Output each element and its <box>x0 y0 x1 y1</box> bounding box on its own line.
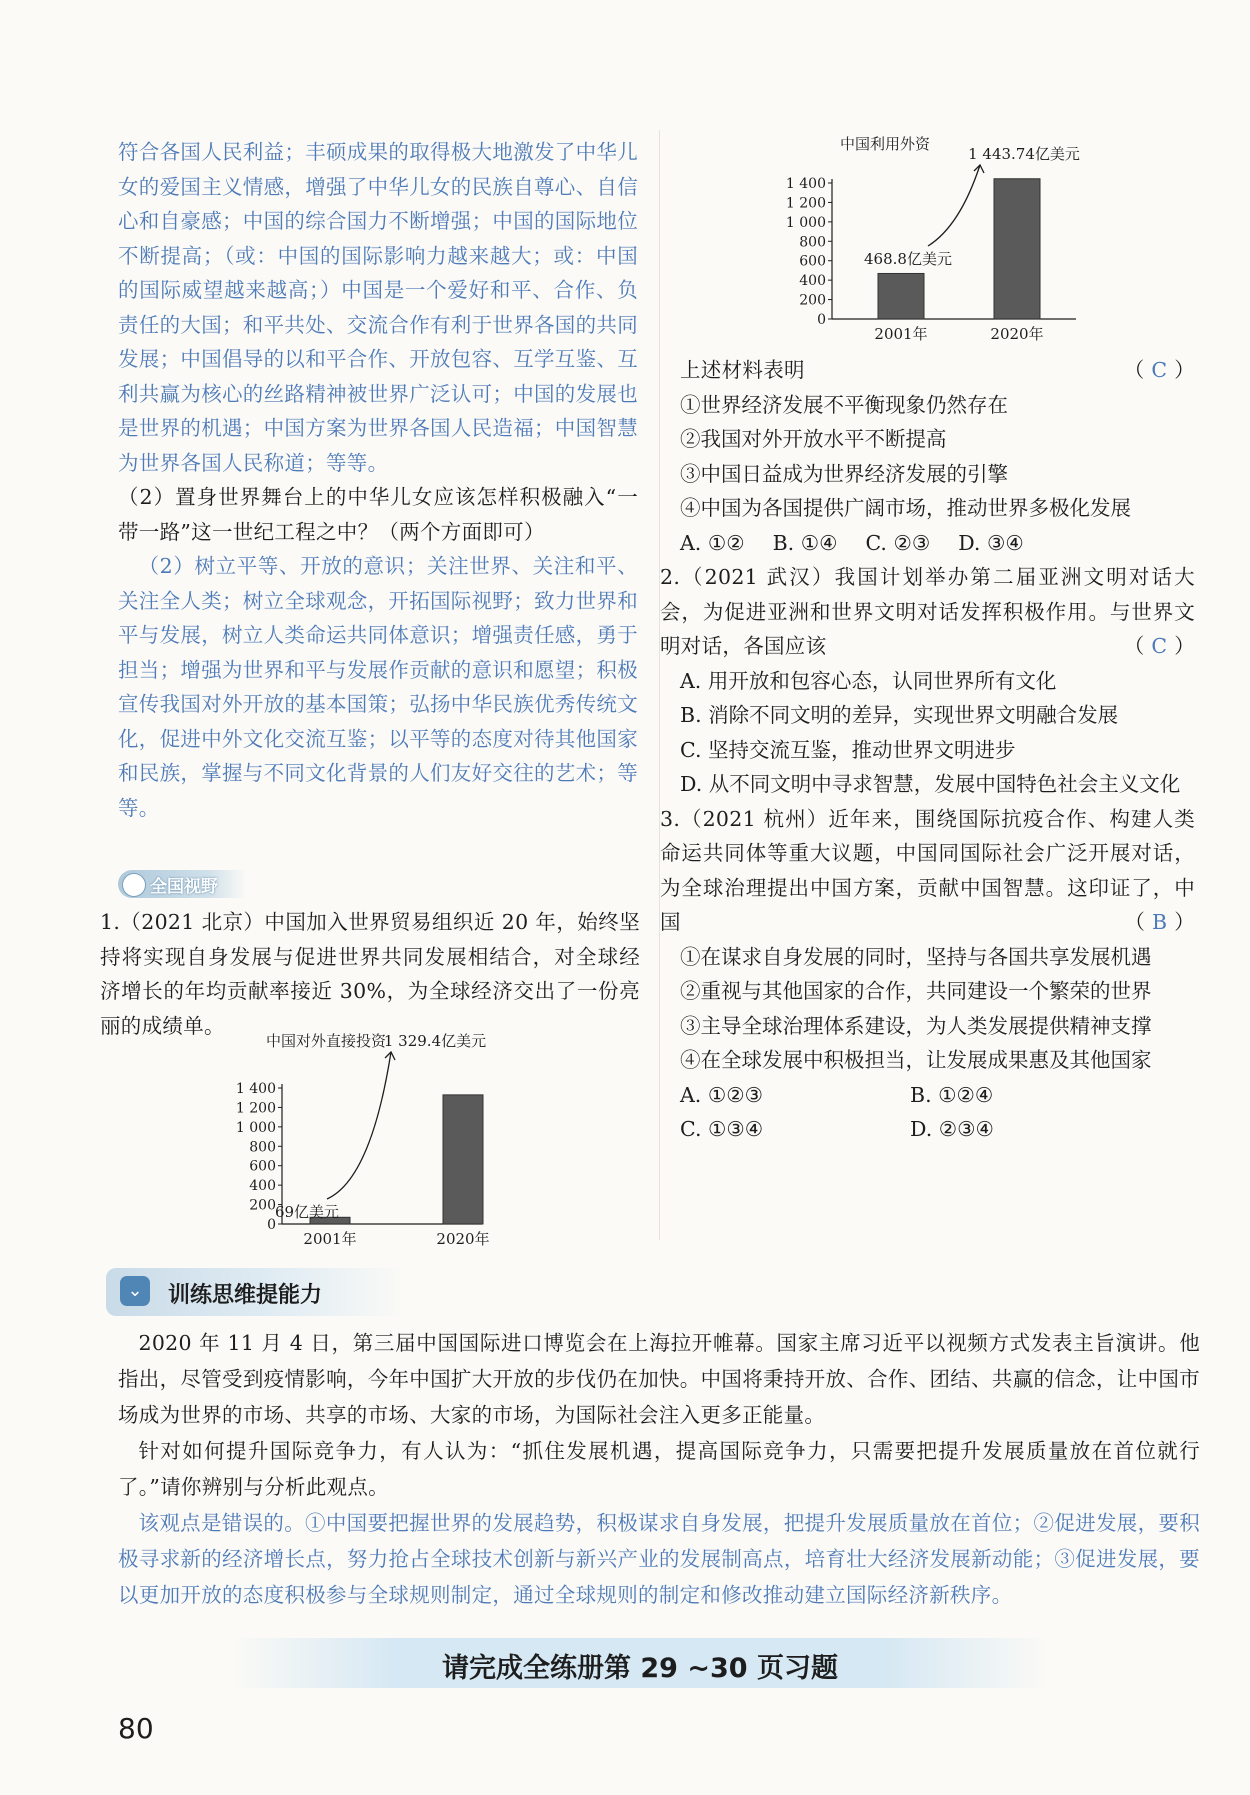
q3-options-row-1 <box>680 1078 1195 1113</box>
q1-answer: C <box>1151 358 1168 382</box>
y-tick-label: 0 <box>817 312 826 328</box>
q3-answer: B <box>1152 910 1168 934</box>
y-tick-label: 1 200 <box>235 1100 276 1117</box>
q2-option-c: C. 坚持交流互鉴，推动世界文明进步 <box>680 737 1016 762</box>
q3-item: ③主导全球治理体系建设，为人类发展提供精神支撑 <box>680 1013 1152 1038</box>
answer-2: （2）树立平等、开放的意识；关注世界、关注和平、关注全人类；树立全球观念，开拓国际视野；致力世界和平与发展，树立人类命运共同体意识；增强责任感，勇于担当；增强为世界和平与发展作贡献的意识和愿望；积极宣传我国对外开放的基本国策；弘扬中华民族优秀传统文化，促进中外文化交流互鉴；以平等的态度对待其他国家和民族，掌握与不同文化背景的人们友好交往的艺术；等等。 <box>118 554 638 820</box>
y-tick-label: 0 <box>267 1217 276 1233</box>
column-divider <box>659 130 660 1240</box>
item-1-text: 1.（2021 北京）中国加入世界贸易组织近 20 年，始终坚持将实现自身发展与促进世界共同发展相结合，对全球经济增长的年均贡献率接近 30%，为全球经济交出了一份亮丽的成绩单。 <box>100 910 640 1038</box>
q2-option-a: A. 用开放和包容心态，认同世界所有文化 <box>680 668 1057 693</box>
question-2: （2）置身世界舞台上的中华儿女应该怎样积极融入“一带一路”这一世纪工程之中？（两个方面即可） <box>118 485 638 544</box>
q3-option-c: C. ①③④ <box>680 1117 764 1141</box>
q1-stem-row <box>680 353 1195 388</box>
q1-option-a: A. ①② <box>680 530 745 555</box>
x-tick-label: 2020年 <box>436 1230 490 1248</box>
x-tick-label: 2001年 <box>303 1230 357 1248</box>
y-tick-label: 800 <box>249 1139 276 1156</box>
think-section-body <box>118 1325 1200 1613</box>
q3-option-a: A. ①②③ <box>680 1082 763 1107</box>
q3-option-b: B. ①②④ <box>910 1082 994 1107</box>
think-answer: 该观点是错误的。①中国要把握世界的发展趋势，积极谋求自身发展，把提升发展质量放在首位；②促进发展，要积极寻求新的经济增长点，努力抢占全球技术创新与新兴产业的发展制高点，培育壮大经济发展新动能；③促进发展，要以更加开放的态度积极参与全球规则制定，通过全球规则的制定和修改推动建立国际经济新秩序。 <box>118 1511 1200 1607</box>
x-tick-label: 2001年 <box>874 325 928 343</box>
footer-banner <box>230 1638 1050 1688</box>
q1-option-b: B. ①④ <box>772 530 838 555</box>
page-number: 80 <box>118 1712 154 1745</box>
y-tick-label: 1 000 <box>785 214 826 231</box>
y-tick-label: 1 400 <box>235 1081 276 1097</box>
chart-outward-investment <box>230 1030 550 1252</box>
section-badge-national <box>118 870 246 898</box>
q1-item: ②我国对外开放水平不断提高 <box>680 427 947 451</box>
y-tick-label: 400 <box>249 1178 276 1195</box>
q1-option-c: C. ②③ <box>865 530 931 555</box>
y-tick-label: 800 <box>799 234 826 251</box>
footer-text: 请完成全练册第 29 ~30 页习题 <box>442 1653 838 1684</box>
q1-item: ①世界经济发展不平衡现象仍然存在 <box>680 392 1008 417</box>
q2-answer: C <box>1151 634 1168 658</box>
data-label: 468.8亿美元 <box>864 250 952 268</box>
q1-options <box>680 526 1195 561</box>
q1-option-d: D. ③④ <box>958 530 1024 555</box>
q1-answer-paren: （ C ） <box>1123 358 1195 382</box>
q3-item: ①在谋求自身发展的同时，坚持与各国共享发展机遇 <box>680 944 1152 969</box>
y-tick-label: 200 <box>249 1197 276 1214</box>
bar <box>443 1095 483 1224</box>
q1-item: ③中国日益成为世界经济发展的引擎 <box>680 461 1008 486</box>
q2-stem-row <box>660 560 1195 664</box>
answer-paragraph-1: 符合各国人民利益；丰硕成果的取得极大地激发了中华儿女的爱国主义情感，增强了中华儿女的民族自尊心、自信心和自豪感；中国的综合国力不断增强；中国的国际地位不断提高；（或：中国的国际影响力越来越大；或：中国的国际威望越来越高；）中国是一个爱好和平、合作、负责任的大国；和平共处、交流合作有利于世界各国的共同发展；中国倡导的以和平合作、开放包容、互学互鉴、互利共赢为核心的丝路精神被世界广泛认可；中国的发展也是世界的机遇；中国方案为世界各国人民造福；中国智慧为世界各国人民称道；等等。 <box>118 140 638 475</box>
y-tick-label: 1 200 <box>785 195 826 212</box>
chevron-down-icon: ⌄ <box>120 1276 150 1306</box>
q2-stem: 2.（2021 武汉）我国计划举办第二届亚洲文明对话大会，为促进亚洲和世界文明对话发挥积极作用。与世界文明对话，各国应该 <box>660 565 1195 658</box>
data-label: 1 443.74亿美元 <box>968 145 1080 163</box>
growth-arrow <box>928 165 980 246</box>
chart-title: 中国对外直接投资 <box>266 1032 387 1050</box>
think-paragraph-2: 针对如何提升国际竞争力，有人认为：“抓住发展机遇，提高国际竞争力，只需要把提升发展质量放在首位就行了。”请你辨别与分析此观点。 <box>118 1439 1200 1499</box>
item-1 <box>100 905 640 1043</box>
q2-option-d: D. 从不同文明中寻求智慧，发展中国特色社会主义文化 <box>680 772 1181 796</box>
q3-answer-paren: （ B ） <box>1124 910 1195 934</box>
q3-stem: 3.（2021 杭州）近年来，围绕国际抗疫合作、构建人类命运共同体等重大议题，中国同国际社会广泛开展对话，为全球治理提出中国方案，贡献中国智慧。这印证了，中国 <box>660 806 1195 934</box>
growth-arrow <box>327 1052 391 1199</box>
globe-icon <box>122 873 146 897</box>
y-tick-label: 600 <box>799 253 826 270</box>
q3-item: ②重视与其他国家的合作，共同建设一个繁荣的世界 <box>680 979 1152 1003</box>
y-tick-label: 600 <box>249 1158 276 1175</box>
q3-options-row-2 <box>680 1112 1195 1147</box>
section-label: 全国视野 <box>150 877 218 897</box>
think-paragraph-1: 2020 年 11 月 4 日，第三届中国国际进口博览会在上海拉开帷幕。国家主席习近平以视频方式发表主旨演讲。他指出，尽管受到疫情影响，今年中国扩大开放的步伐仍在加快。中国将秉持开放、合作、团结、共赢的信念，让中国市场成为世界的市场、共享的市场、大家的市场，为国际社会注入更多正能量。 <box>118 1331 1200 1427</box>
think-section-label: 训练思维提能力 <box>168 1283 323 1308</box>
q1-item: ④中国为各国提供广阔市场，推动世界多极化发展 <box>680 496 1131 520</box>
chart-foreign-investment <box>770 125 1110 353</box>
q3-option-d: D. ②③④ <box>910 1117 994 1141</box>
think-section-header <box>106 1268 406 1316</box>
y-tick-label: 1 000 <box>235 1119 276 1136</box>
data-label: 69亿美元 <box>274 1203 340 1221</box>
bar <box>994 179 1040 319</box>
q3-stem-row <box>660 802 1195 940</box>
q2-answer-paren: （ C ） <box>1123 634 1195 658</box>
q2-option-b: B. 消除不同文明的差异，实现世界文明融合发展 <box>680 703 1119 727</box>
left-column <box>118 135 638 825</box>
q3-item: ④在全球发展中积极担当，让发展成果惠及其他国家 <box>680 1048 1152 1072</box>
x-tick-label: 2020年 <box>990 325 1044 343</box>
y-tick-label: 1 400 <box>785 176 826 192</box>
chart-title: 中国利用外资 <box>840 135 931 153</box>
data-label: 1 329.4亿美元 <box>383 1032 487 1050</box>
q1-stem: 上述材料表明 <box>680 358 805 382</box>
bar <box>878 273 924 319</box>
y-tick-label: 200 <box>799 292 826 309</box>
right-column <box>660 353 1195 1147</box>
y-tick-label: 400 <box>799 273 826 290</box>
